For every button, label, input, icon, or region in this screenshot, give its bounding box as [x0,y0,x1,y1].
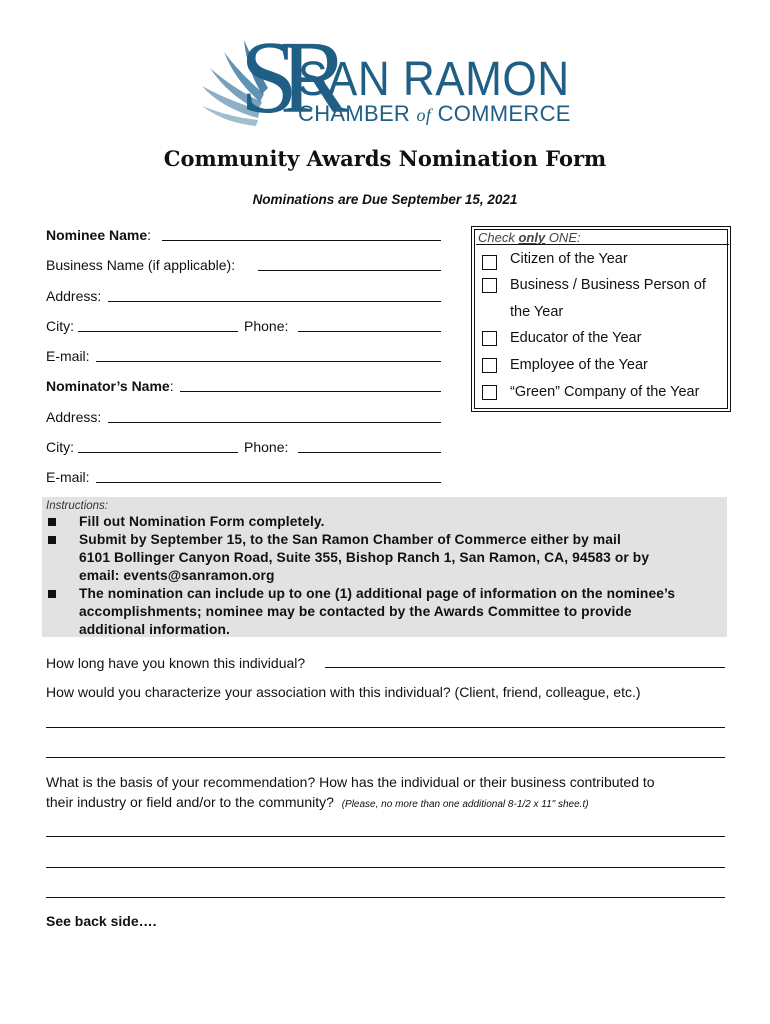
instructions-label: Instructions: [46,500,108,512]
nominator-phone-field[interactable] [298,452,441,453]
instruction-line-2: Submit by September 15, to the San Ramon Chamber of Commerce either by mail [79,532,621,547]
option-employee-label: Employee of the Year [510,357,648,373]
nominee-email-label: E-mail: [46,348,90,364]
answer-basis-line-3[interactable] [46,897,725,898]
page-title: Community Awards Nomination Form [163,146,607,171]
square-bullet-icon [48,536,56,544]
nominee-name-label: Nominee Name: [46,227,152,243]
nominee-address-field[interactable] [108,301,441,302]
answer-known-duration-line[interactable] [325,667,725,668]
nominator-address-label: Address: [46,409,102,425]
nominator-email-field[interactable] [96,482,441,483]
nominator-address-field[interactable] [108,422,441,423]
option-educator-label: Educator of the Year [510,330,642,346]
option-business-label: Business / Business Person of [510,277,706,293]
instruction-line-6: accomplishments; nominee may be contacted by the Awards Committee to provide [79,604,632,619]
nominee-phone-label: Phone: [244,318,289,334]
instruction-line-7: additional information. [79,622,230,637]
instruction-line-3: 6101 Bollinger Canyon Road, Suite 355, Bishop Ranch 1, San Ramon, CA, 94583 or by [79,550,650,565]
instruction-line-1: Fill out Nomination Form completely. [79,514,325,529]
business-name-label: Business Name (if applicable): [46,257,236,273]
nominee-city-label: City: [46,318,74,334]
answer-basis-line-1[interactable] [46,836,725,837]
option-citizen-label: Citizen of the Year [510,251,628,267]
answer-basis-line-2[interactable] [46,867,725,868]
logo-subname: CHAMBER of COMMERCE [298,101,571,126]
instruction-line-4: email: events@sanramon.org [79,568,275,583]
logo-name: SAN RAMON [298,53,570,106]
see-back-side-note: See back side…. [46,913,157,929]
business-name-field[interactable] [258,270,441,271]
checkbox-business[interactable] [482,278,497,293]
square-bullet-icon [48,518,56,526]
checkbox-green-company[interactable] [482,385,497,400]
square-bullet-icon [48,590,56,598]
instruction-line-5: The nomination can include up to one (1) additional page of information on the nominee’s [79,586,676,601]
option-green-company-label: “Green” Company of the Year [510,384,700,400]
question-association: How would you characterize your association with this individual? (Client, friend, colleague, etc.) [46,684,641,700]
answer-association-line-2[interactable] [46,757,725,758]
checkbox-employee[interactable] [482,358,497,373]
nominee-city-field[interactable] [78,331,238,332]
nominee-phone-field[interactable] [298,331,441,332]
nominator-email-label: E-mail: [46,469,90,485]
nominator-city-field[interactable] [78,452,238,453]
option-business-label-cont: the Year [510,304,564,320]
nominator-phone-label: Phone: [244,439,289,455]
logo-monogram: SR [240,20,332,135]
question-basis-line-1: What is the basis of your recommendation? How has the individual or their business contributed to [46,774,655,790]
answer-association-line-1[interactable] [46,727,725,728]
category-heading-rule [476,244,729,245]
question-known-duration: How long have you known this individual? [46,655,306,671]
checkbox-citizen[interactable] [482,255,497,270]
nominee-address-label: Address: [46,288,102,304]
nominee-email-field[interactable] [96,361,441,362]
question-basis-line-2: their industry or field and/or to the community? (Please, no more than one additional 8-1/2 x 11" shee.t) [46,794,589,810]
due-date-subtitle: Nominations are Due September 15, 2021 [252,192,518,207]
checkbox-educator[interactable] [482,331,497,346]
page-limit-note: (Please, no more than one additional 8-1/2 x 11" shee.t) [341,799,589,810]
category-heading: Check only ONE: [478,230,581,245]
nominator-name-label: Nominator’s Name: [46,378,174,394]
nominator-city-label: City: [46,439,74,455]
nominator-name-field[interactable] [180,391,441,392]
nominee-name-field[interactable] [162,240,441,241]
